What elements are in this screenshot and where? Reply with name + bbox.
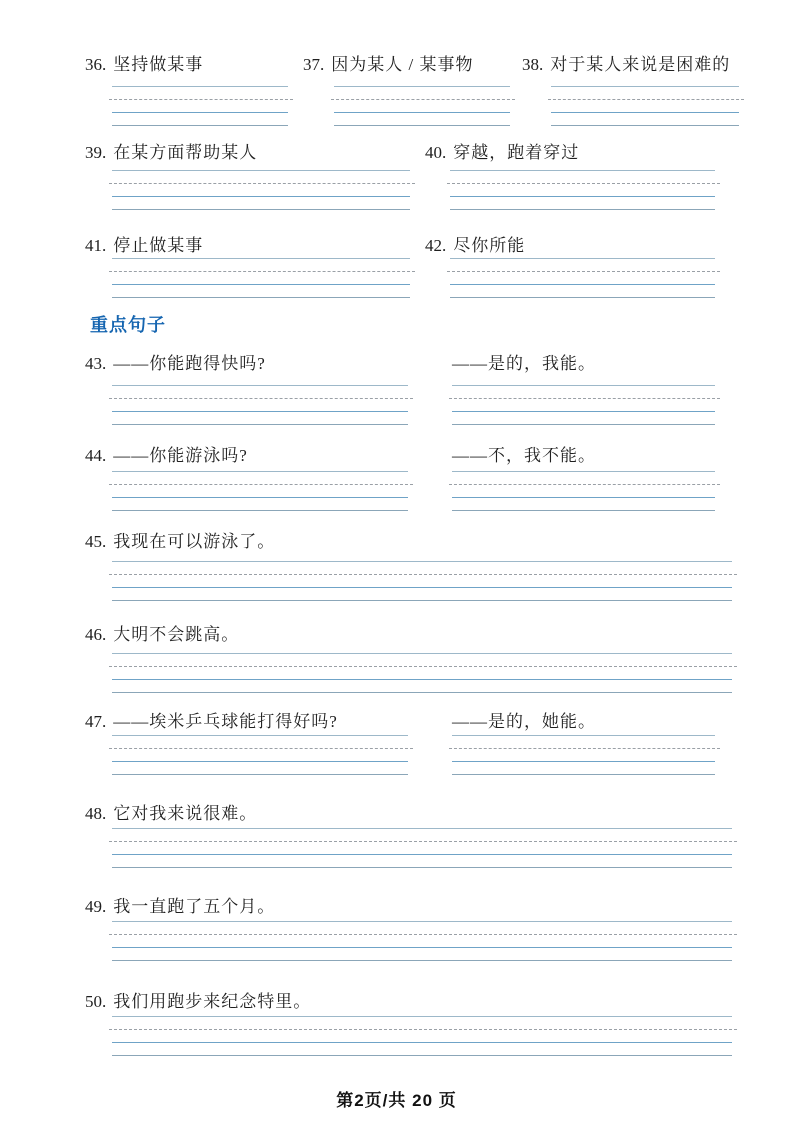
- writing-lines-50: [112, 1016, 732, 1056]
- writing-lines-46: [112, 653, 732, 693]
- guide-line-2: [109, 841, 737, 842]
- sentence-49-label: [85, 892, 275, 917]
- guide-line-1: [112, 653, 732, 654]
- guide-line-4: [112, 600, 732, 601]
- item-text: ——你能游泳吗?: [113, 446, 248, 465]
- guide-line-3: [112, 196, 410, 197]
- guide-line-2: [109, 271, 415, 272]
- guide-line-1: [450, 170, 715, 171]
- guide-line-2: [331, 99, 515, 100]
- item-text: 大明不会跳高。: [113, 625, 240, 644]
- item-text: 穿越，跑着穿过: [453, 143, 580, 162]
- guide-line-4: [112, 774, 408, 775]
- guide-line-1: [112, 258, 410, 259]
- guide-line-1: [551, 86, 739, 87]
- item-number: 36.: [85, 55, 107, 74]
- page-footer: 第2页/共 20 页: [336, 1091, 457, 1110]
- guide-line-2: [447, 183, 720, 184]
- guide-line-2: [109, 1029, 737, 1030]
- item-text: 我们用跑步来纪念特里。: [113, 992, 312, 1011]
- guide-line-4: [450, 297, 715, 298]
- item-text: 因为某人 / 某事物: [331, 55, 474, 74]
- writing-lines-44-right: [452, 471, 715, 511]
- phrase-37-label: [303, 50, 473, 75]
- item-text: 坚持做某事: [113, 55, 204, 74]
- phrase-41-label: [85, 231, 203, 256]
- guide-line-4: [112, 510, 408, 511]
- writing-lines-47-right: [452, 735, 715, 775]
- item-number: 40.: [425, 143, 447, 162]
- guide-line-4: [452, 774, 715, 775]
- guide-line-1: [452, 385, 715, 386]
- guide-line-3: [112, 497, 408, 498]
- sentence-47-question: [85, 707, 338, 732]
- writing-lines-47-left: [112, 735, 408, 775]
- item-number: 46.: [85, 625, 107, 644]
- guide-line-3: [112, 947, 732, 948]
- item-text: ——你能跑得快吗?: [113, 354, 266, 373]
- guide-line-3: [452, 497, 715, 498]
- guide-line-1: [112, 86, 288, 87]
- item-text: 它对我来说很难。: [113, 804, 258, 823]
- guide-line-3: [551, 112, 739, 113]
- guide-line-4: [112, 692, 732, 693]
- guide-line-4: [452, 424, 715, 425]
- guide-line-4: [112, 424, 408, 425]
- sentence-44-question: [85, 441, 248, 466]
- writing-lines-45: [112, 561, 732, 601]
- item-text: 我一直跑了五个月。: [113, 897, 276, 916]
- guide-line-2: [109, 398, 413, 399]
- writing-lines-44-left: [112, 471, 408, 511]
- guide-line-4: [112, 1055, 732, 1056]
- guide-line-2: [109, 183, 415, 184]
- phrase-38-label: [522, 50, 730, 75]
- sentence-50-label: [85, 987, 311, 1012]
- item-number: 38.: [522, 55, 544, 74]
- guide-line-2: [449, 748, 720, 749]
- guide-line-1: [112, 561, 732, 562]
- guide-line-1: [112, 471, 408, 472]
- guide-line-2: [109, 484, 413, 485]
- sentence-43-answer: ——是的，我能。: [452, 354, 596, 373]
- item-text: 对于某人来说是困难的: [550, 55, 731, 74]
- guide-line-1: [452, 735, 715, 736]
- guide-line-4: [112, 125, 288, 126]
- guide-line-2: [109, 99, 293, 100]
- item-number: 45.: [85, 532, 107, 551]
- writing-lines-43-right: [452, 385, 715, 425]
- item-text: 尽你所能: [453, 236, 526, 255]
- sentence-44-answer: ——不，我不能。: [452, 446, 596, 465]
- item-number: 44.: [85, 446, 107, 465]
- item-number: 39.: [85, 143, 107, 162]
- guide-line-3: [450, 284, 715, 285]
- writing-lines-39: [112, 170, 410, 210]
- guide-line-4: [450, 209, 715, 210]
- item-number: 48.: [85, 804, 107, 823]
- guide-line-3: [334, 112, 510, 113]
- item-text: 停止做某事: [113, 236, 204, 255]
- guide-line-3: [452, 761, 715, 762]
- item-text: ——埃米乒乓球能打得好吗?: [113, 712, 338, 731]
- item-number: 43.: [85, 354, 107, 373]
- writing-lines-40: [450, 170, 715, 210]
- guide-line-1: [452, 471, 715, 472]
- guide-line-1: [450, 258, 715, 259]
- guide-line-4: [551, 125, 739, 126]
- guide-line-3: [112, 284, 410, 285]
- guide-line-3: [112, 1042, 732, 1043]
- writing-lines-37: [334, 86, 510, 126]
- guide-line-3: [452, 411, 715, 412]
- guide-line-3: [112, 679, 732, 680]
- writing-lines-36: [112, 86, 288, 126]
- guide-line-4: [112, 209, 410, 210]
- phrase-36-label: [85, 50, 203, 75]
- guide-line-3: [450, 196, 715, 197]
- guide-line-1: [112, 828, 732, 829]
- guide-line-2: [109, 934, 737, 935]
- phrase-39-label: [85, 138, 257, 163]
- sentence-46-label: [85, 620, 239, 645]
- guide-line-1: [112, 921, 732, 922]
- item-text: 我现在可以游泳了。: [113, 532, 276, 551]
- guide-line-2: [109, 574, 737, 575]
- writing-lines-41: [112, 258, 410, 298]
- phrase-40-label: [425, 138, 579, 163]
- sentence-45-label: [85, 527, 275, 552]
- guide-line-3: [112, 112, 288, 113]
- writing-lines-42: [450, 258, 715, 298]
- guide-line-3: [112, 411, 408, 412]
- writing-lines-38: [551, 86, 739, 126]
- guide-line-2: [449, 398, 720, 399]
- guide-line-2: [449, 484, 720, 485]
- guide-line-4: [112, 867, 732, 868]
- guide-line-3: [112, 587, 732, 588]
- guide-line-1: [112, 735, 408, 736]
- guide-line-4: [452, 510, 715, 511]
- guide-line-2: [447, 271, 720, 272]
- item-number: 50.: [85, 992, 107, 1011]
- guide-line-1: [112, 1016, 732, 1017]
- sentence-47-answer: ——是的，她能。: [452, 712, 596, 731]
- guide-line-2: [109, 666, 737, 667]
- guide-line-1: [334, 86, 510, 87]
- item-text: 在某方面帮助某人: [113, 143, 258, 162]
- guide-line-3: [112, 854, 732, 855]
- guide-line-4: [112, 960, 732, 961]
- writing-lines-43-left: [112, 385, 408, 425]
- section-header: 重点句子: [90, 315, 166, 335]
- guide-line-2: [548, 99, 744, 100]
- item-number: 41.: [85, 236, 107, 255]
- phrase-42-label: [425, 231, 525, 256]
- guide-line-4: [334, 125, 510, 126]
- guide-line-3: [112, 761, 408, 762]
- item-number: 47.: [85, 712, 107, 731]
- item-number: 37.: [303, 55, 325, 74]
- guide-line-1: [112, 170, 410, 171]
- sentence-48-label: [85, 799, 257, 824]
- guide-line-1: [112, 385, 408, 386]
- sentence-43-question: [85, 349, 266, 374]
- guide-line-4: [112, 297, 410, 298]
- guide-line-2: [109, 748, 413, 749]
- item-number: 42.: [425, 236, 447, 255]
- writing-lines-48: [112, 828, 732, 868]
- writing-lines-49: [112, 921, 732, 961]
- item-number: 49.: [85, 897, 107, 916]
